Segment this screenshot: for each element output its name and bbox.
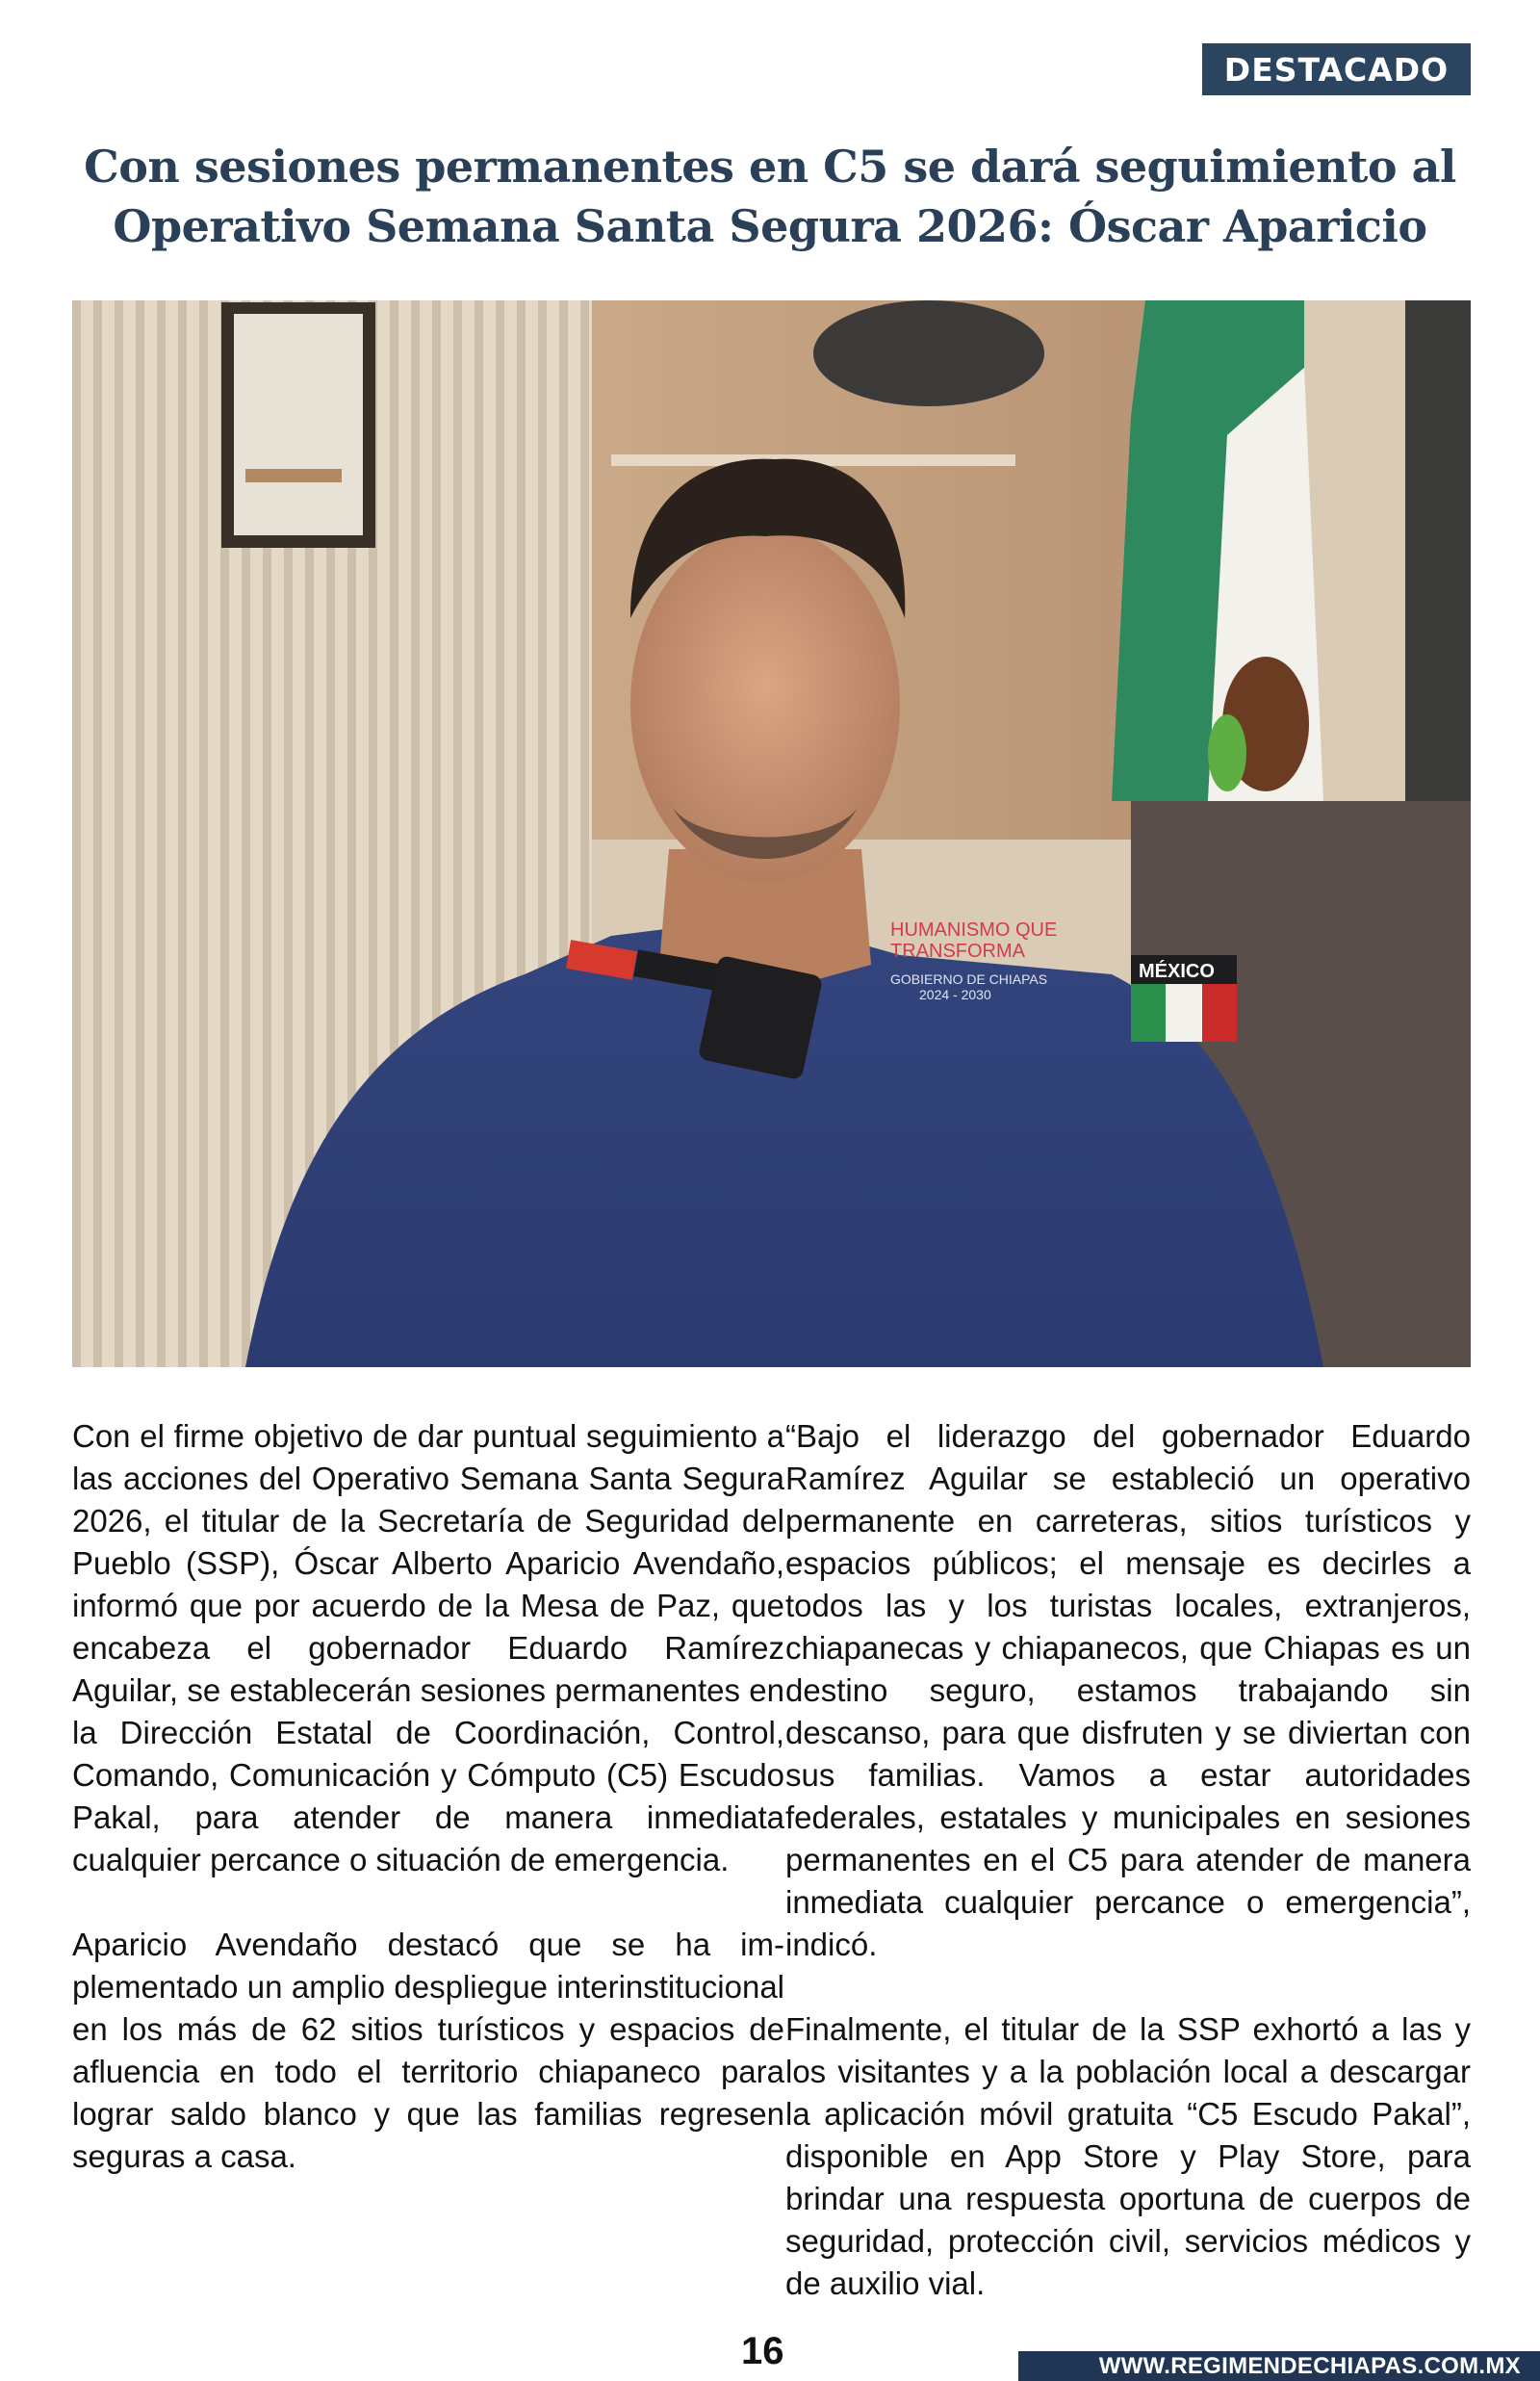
headline-line-2: Operativo Semana Santa Segura 2026: Óscar Aparicio <box>113 200 1427 252</box>
body-camera <box>698 955 823 1080</box>
dark-panel <box>1405 300 1471 801</box>
article-photo <box>72 300 1471 1367</box>
article-column-left <box>72 1415 784 2220</box>
headline-line-1: Con sesiones permanentes en C5 se dará seguimiento al <box>84 141 1456 193</box>
svg-text:MÉXICO: MÉXICO <box>1139 961 1215 982</box>
website-footer-bar[interactable] <box>1018 2351 1540 2381</box>
article-headline <box>77 137 1463 256</box>
paragraph: Con el firme objetivo de dar puntual seguimiento a las acciones del Operativo Semana Santa Segura 2026, el titular de la Secretaría de Seguridad del Pueblo (SSP), Óscar Alberto Aparicio Avendaño, informó que por acuerdo de la Mesa de Paz, que encabeza el gobernador Eduardo Ramírez Aguilar, se establecerán sesiones permanentes en la Dirección Estatal de Coordinación, Control, Comando, Comunicación y Cómputo (C5) Escudo Pakal, para atender de manera inmediata cualquier percance o situación de emergencia. <box>72 1418 784 1877</box>
page-number: 16 <box>741 2330 784 2372</box>
website-link[interactable]: WWW.REGIMENDECHIAPAS.COM.MX <box>1098 2352 1521 2379</box>
mexican-flag <box>1112 300 1323 801</box>
article-column-right <box>785 1415 1471 2347</box>
mexico-sleeve-patch <box>1131 955 1237 1042</box>
svg-text:TRANSFORMA: TRANSFORMA <box>890 941 1025 962</box>
svg-text:HUMANISMO QUE: HUMANISMO QUE <box>890 919 1058 941</box>
paragraph: Finalmente, el titular de la SSP exhortó a las y los visitantes y a la población local a descargar la aplicación móvil gratuita “C5 Escudo Pakal”, disponible en App Store y Play Store, para brindar una respuesta oportuna de cuerpos de seguridad, protección civil, servicios médicos y de auxilio vial. <box>785 2011 1471 2301</box>
face <box>630 527 900 883</box>
section-badge: DESTACADO <box>1202 43 1471 95</box>
framed-certificate <box>221 302 375 548</box>
paragraph: Aparicio Avendaño destacó que se ha implementado un amplio despliegue interinstitucional en los más de 62 sitios turísticos y espacios de afluencia en todo el territorio chiapaneco para lograr saldo blanco y que las familias regresen seguras a casa. <box>72 1927 784 2174</box>
svg-text:GOBIERNO DE CHIAPAS: GOBIERNO DE CHIAPAS <box>890 971 1048 987</box>
svg-text:2024 - 2030: 2024 - 2030 <box>919 987 991 1002</box>
sculpture <box>813 300 1044 406</box>
paragraph: “Bajo el liderazgo del gobernador Eduardo Ramírez Aguilar se estableció un operativo permanente en carreteras, sitios turísticos y espacios públicos; el mensaje es decirles a todos las y los turistas locales, extranjeros, chiapanecas y chiapanecos, que Chiapas es un destino seguro, estamos trabajando sin descanso, para que disfruten y se diviertan con sus familias. Vamos a estar autoridades federales, estatales y municipales en sesiones permanentes en el C5 para atender de manera inmediata cualquier percance o emergencia”, indicó. <box>785 1418 1471 1962</box>
photo-illustration <box>72 300 1471 1367</box>
